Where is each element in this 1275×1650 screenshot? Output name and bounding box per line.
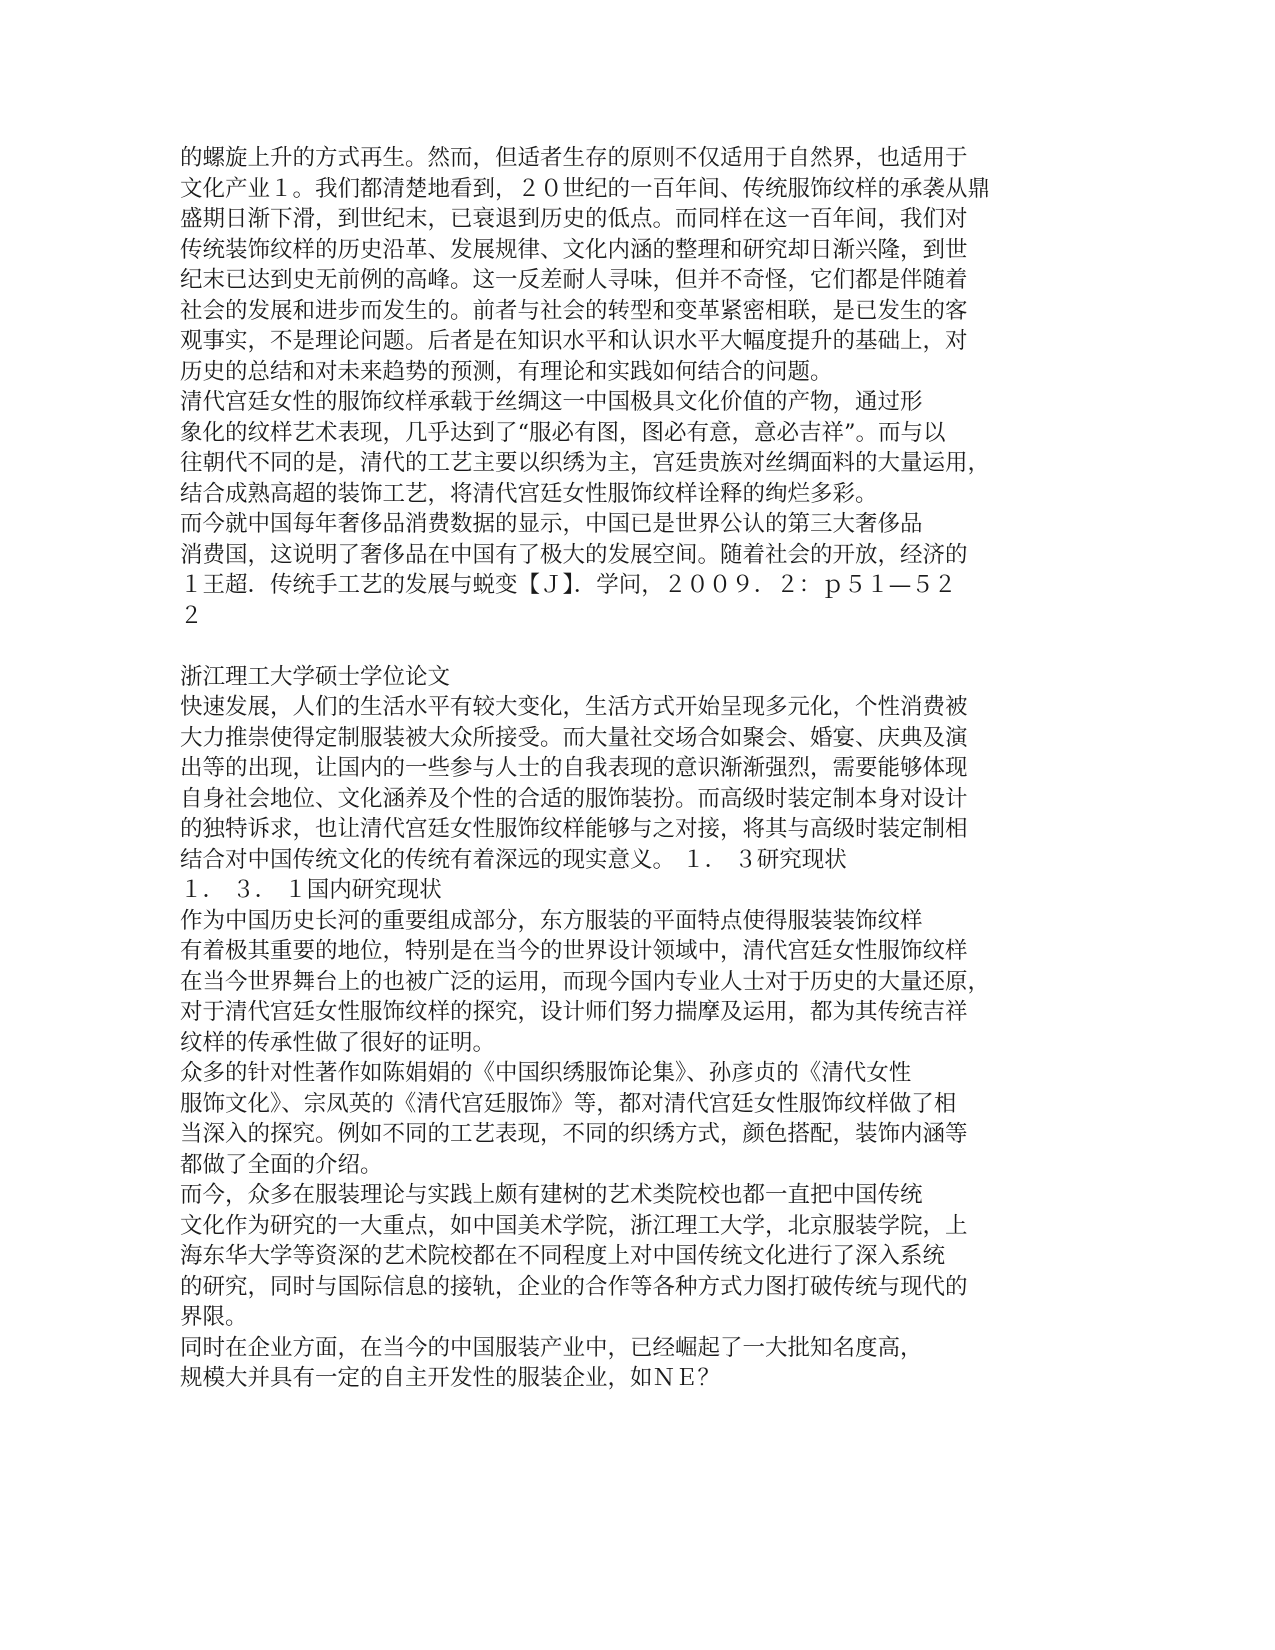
text-line: 消费国，这说明了奢侈品在中国有了极大的发展空间。随着社会的开放，经济的	[180, 541, 968, 568]
text-line: 同时在企业方面，在当今的中国服装产业中，已经崛起了一大批知名度高，	[180, 1334, 923, 1361]
text-line: １． ３． １国内研究现状	[180, 877, 442, 903]
text-line: 的螺旋上升的方式再生。然而，但适者生存的原则不仅适用于自然界，也适用于	[180, 145, 968, 171]
text-line: 纹样的传承性做了很好的证明。	[180, 1029, 496, 1056]
text-line: 而今，众多在服装理论与实践上颇有建树的艺术类院校也都一直把中国传统	[180, 1182, 923, 1208]
text-line: 快速发展，人们的生活水平有较大变化，生活方式开始呈现多元化，个性消费被	[180, 694, 968, 720]
text-line: 有着极其重要的地位，特别是在当今的世界设计领域中，清代宫廷女性服饰纹样	[180, 938, 968, 964]
text-line: 当深入的探究。例如不同的工艺表现，不同的织绣方式，颜色搭配，装饰内涵等	[180, 1121, 968, 1147]
text-line: １王超．传统手工艺的发展与蜕变【Ｊ】．学问，２００９．２：ｐ５１—５２	[180, 572, 957, 598]
text-line: 的独特诉求，也让清代宫廷女性服饰纹样能够与之对接，将其与高级时装定制相	[180, 816, 968, 842]
text-line: 自身社会地位、文化涵养及个性的合适的服饰装扮。而高级时装定制本身对设计	[180, 785, 968, 812]
text-line: 都做了全面的介绍。	[180, 1151, 383, 1178]
text-line: 结合对中国传统文化的传统有着深远的现实意义。 １． ３研究现状	[180, 846, 847, 873]
text-line: 众多的针对性著作如陈娟娟的《中国织绣服饰论集》、孙彦贞的《清代女性	[180, 1060, 912, 1086]
text-line: 而今就中国每年奢侈品消费数据的显示，中国已是世界公认的第三大奢侈品	[180, 511, 923, 537]
text-line: 清代宫廷女性的服饰纹样承载于丝绸这一中国极具文化价值的产物，通过形	[180, 389, 923, 415]
text-line: 作为中国历史长河的重要组成部分，东方服装的平面特点使得服装装饰纹样	[180, 907, 923, 934]
text-line: 在当今世界舞台上的也被广泛的运用，而现今国内专业人士对于历史的大量还原，	[180, 968, 991, 995]
text-line: 界限。	[180, 1304, 248, 1330]
text-line: 盛期日渐下滑，到世纪末，已衰退到历史的低点。而同样在这一百年间，我们对	[180, 206, 968, 232]
text-line: 大力推崇使得定制服装被大众所接受。而大量社交场合如聚会、婚宴、庆典及演	[180, 724, 968, 751]
text-line: 观事实，不是理论问题。后者是在知识水平和认识水平大幅度提升的基础上，对	[180, 328, 968, 354]
text-line: 文化作为研究的一大重点，如中国美术学院，浙江理工大学，北京服装学院，上	[180, 1212, 968, 1239]
text-line: 出等的出现，让国内的一些参与人士的自我表现的意识渐渐强烈，需要能够体现	[180, 755, 968, 781]
text-line: 象化的纹样艺术表现，几乎达到了“服必有图，图必有意，意必吉祥”。而与以	[180, 419, 946, 446]
text-line: 对于清代宫廷女性服饰纹样的探究，设计师们努力揣摩及运用，都为其传统吉祥	[180, 999, 968, 1025]
text-line: 浙江理工大学硕士学位论文	[180, 663, 451, 690]
text-line: 往朝代不同的是，清代的工艺主要以织绣为主，宫廷贵族对丝绸面料的大量运用，	[180, 450, 991, 476]
text-line: 结合成熟高超的装饰工艺，将清代宫廷女性服饰纹样诠释的绚烂多彩。	[180, 480, 878, 507]
text-line: 的研究，同时与国际信息的接轨，企业的合作等各种方式力图打破传统与现代的	[180, 1273, 968, 1300]
text-line: 传统装饰纹样的历史沿革、发展规律、文化内涵的整理和研究却日渐兴隆，到世	[180, 236, 968, 263]
text-line: ２	[180, 602, 203, 629]
text-line: 海东华大学等资深的艺术院校都在不同程度上对中国传统文化进行了深入系统	[180, 1243, 946, 1269]
text-line: 纪末已达到史无前例的高峰。这一反差耐人寻味，但并不奇怪，它们都是伴随着	[180, 267, 968, 293]
text-line: 历史的总结和对未来趋势的预测，有理论和实践如何结合的问题。	[180, 358, 833, 385]
text-line: 社会的发展和进步而发生的。前者与社会的转型和变革紧密相联，是已发生的客	[180, 297, 968, 324]
text-line: 服饰文化》、宗凤英的《清代宫廷服饰》等，都对清代宫廷女性服饰纹样做了相	[180, 1090, 957, 1117]
text-line: 规模大并具有一定的自主开发性的服装企业，如ＮＥ？	[180, 1365, 721, 1391]
text-line: 文化产业１。我们都清楚地看到，２０世纪的一百年间、传统服饰纹样的承袭从鼎	[180, 175, 991, 202]
